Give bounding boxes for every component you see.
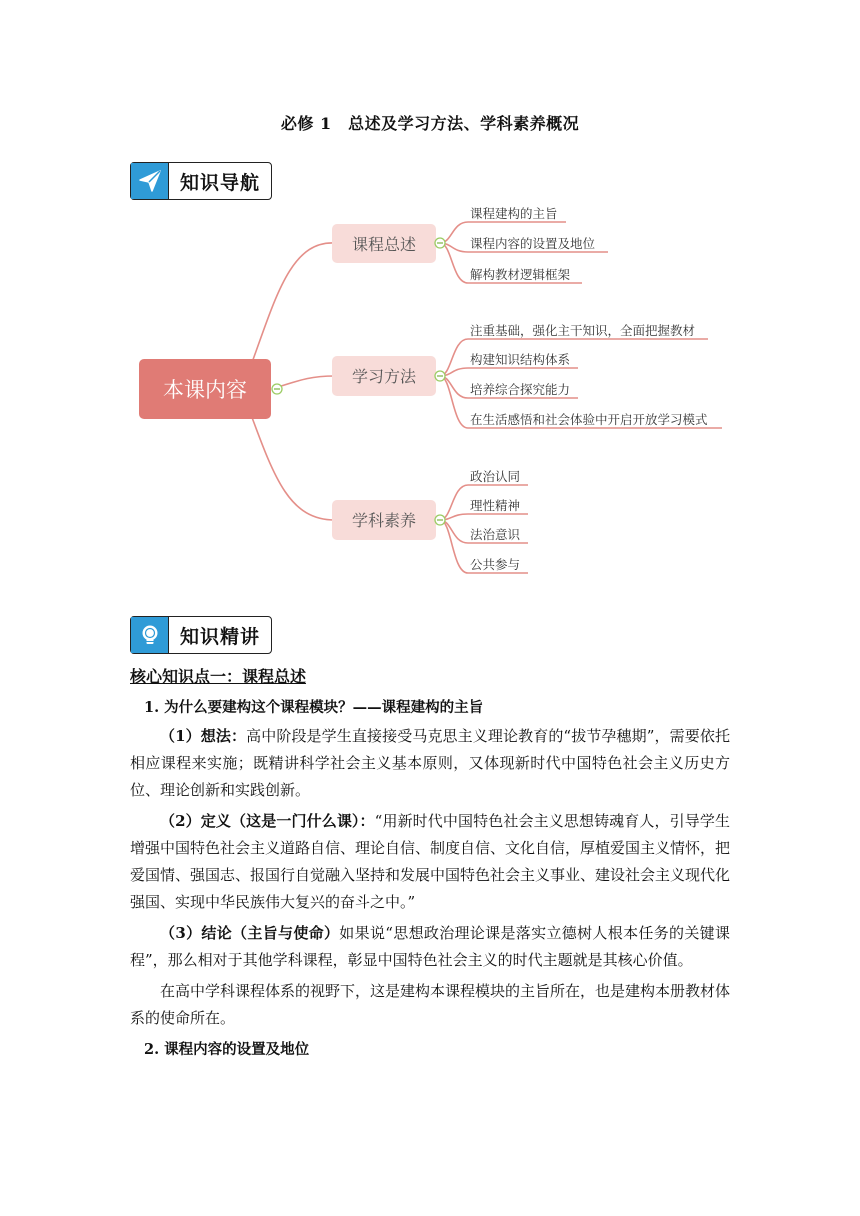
- mindmap-leaf: 法治意识: [470, 527, 521, 542]
- section-heading: 核心知识点一：课程总述: [130, 667, 307, 686]
- mindmap-leaf: 政治认同: [470, 469, 521, 484]
- question-heading: 1. 为什么要建构这个课程模块？——课程建构的主旨: [144, 699, 484, 716]
- mindmap-leaf: 培养综合探究能力: [470, 382, 571, 397]
- mindmap-leaf: 注重基础，强化主干知识，全面把握教材: [470, 323, 696, 338]
- paragraph-text: “用新时代中国特色社会主义思想铸魂育人，引导学生增强中国特色社会主义道路自信、理论自信、制度自信、文化自信，厚植爱国主义情怀，把爱国情、强国志、报国行自觉融入坚持和发展中国特色社会主义事业、建设社会主义现代化强国、实现中华民族伟大复兴的奋斗之中。”: [130, 812, 731, 911]
- mindmap-leaf: 构建知识结构体系: [470, 352, 571, 367]
- mindmap-leaf: 课程建构的主旨: [470, 206, 558, 221]
- mindmap-branch-label: 课程总述: [351, 235, 417, 254]
- mindmap-leaf: 在生活感悟和社会体验中开启开放学习模式: [470, 412, 708, 427]
- paragraph-text: 在高中学科课程体系的视野下，这是建构本课程模块的主旨所在，也是建构本册教材体系的使命所在。: [130, 982, 731, 1027]
- mindmap-root-label: 本课内容: [163, 378, 247, 402]
- mindmap-branch-label: 学科素养: [351, 511, 417, 530]
- paragraph: [130, 978, 730, 1032]
- mindmap-branch-label: 学习方法: [351, 367, 417, 386]
- lecture-content: [130, 663, 730, 1065]
- knowledge-lecture-badge: [130, 616, 272, 654]
- question-heading: 2. 课程内容的设置及地位: [144, 1041, 310, 1058]
- mindmap-leaf: 公共参与: [470, 557, 521, 572]
- mindmap-leaf: 课程内容的设置及地位: [470, 236, 596, 251]
- paragraph-text: 如果说“思想政治理论课是落实立德树人根本任务的关键课程”，那么相对于其他学科课程，彰显中国特色社会主义的时代主题就是其核心价值。: [130, 924, 730, 969]
- paragraph: [130, 808, 730, 916]
- page-title: 必修 1 总述及学习方法、学科素养概况: [280, 114, 580, 133]
- knowledge-lecture-label: 知识精讲: [179, 625, 260, 648]
- paragraph: [130, 920, 730, 974]
- paragraph-text: 高中阶段是学生直接接受马克思主义理论教育的“拔节孕穗期”，需要依托相应课程来实施；既精讲科学社会主义基本原则，又体现新时代中国特色社会主义历史方位、理论创新和实践创新。: [130, 727, 730, 799]
- mindmap-leaf: 解构教材逻辑框架: [470, 267, 571, 282]
- mind-map: [0, 0, 860, 600]
- paragraph: [130, 723, 730, 804]
- paragraph-label: （1）想法：: [160, 727, 247, 745]
- mindmap-leaf: 理性精神: [470, 498, 521, 513]
- knowledge-navigation-label: 知识导航: [179, 171, 260, 194]
- lightbulb-icon: [131, 617, 169, 653]
- paragraph-label: （2）定义（这是一门什么课）：: [160, 812, 375, 830]
- paragraph-label: （3）结论（主旨与使命）: [160, 924, 340, 942]
